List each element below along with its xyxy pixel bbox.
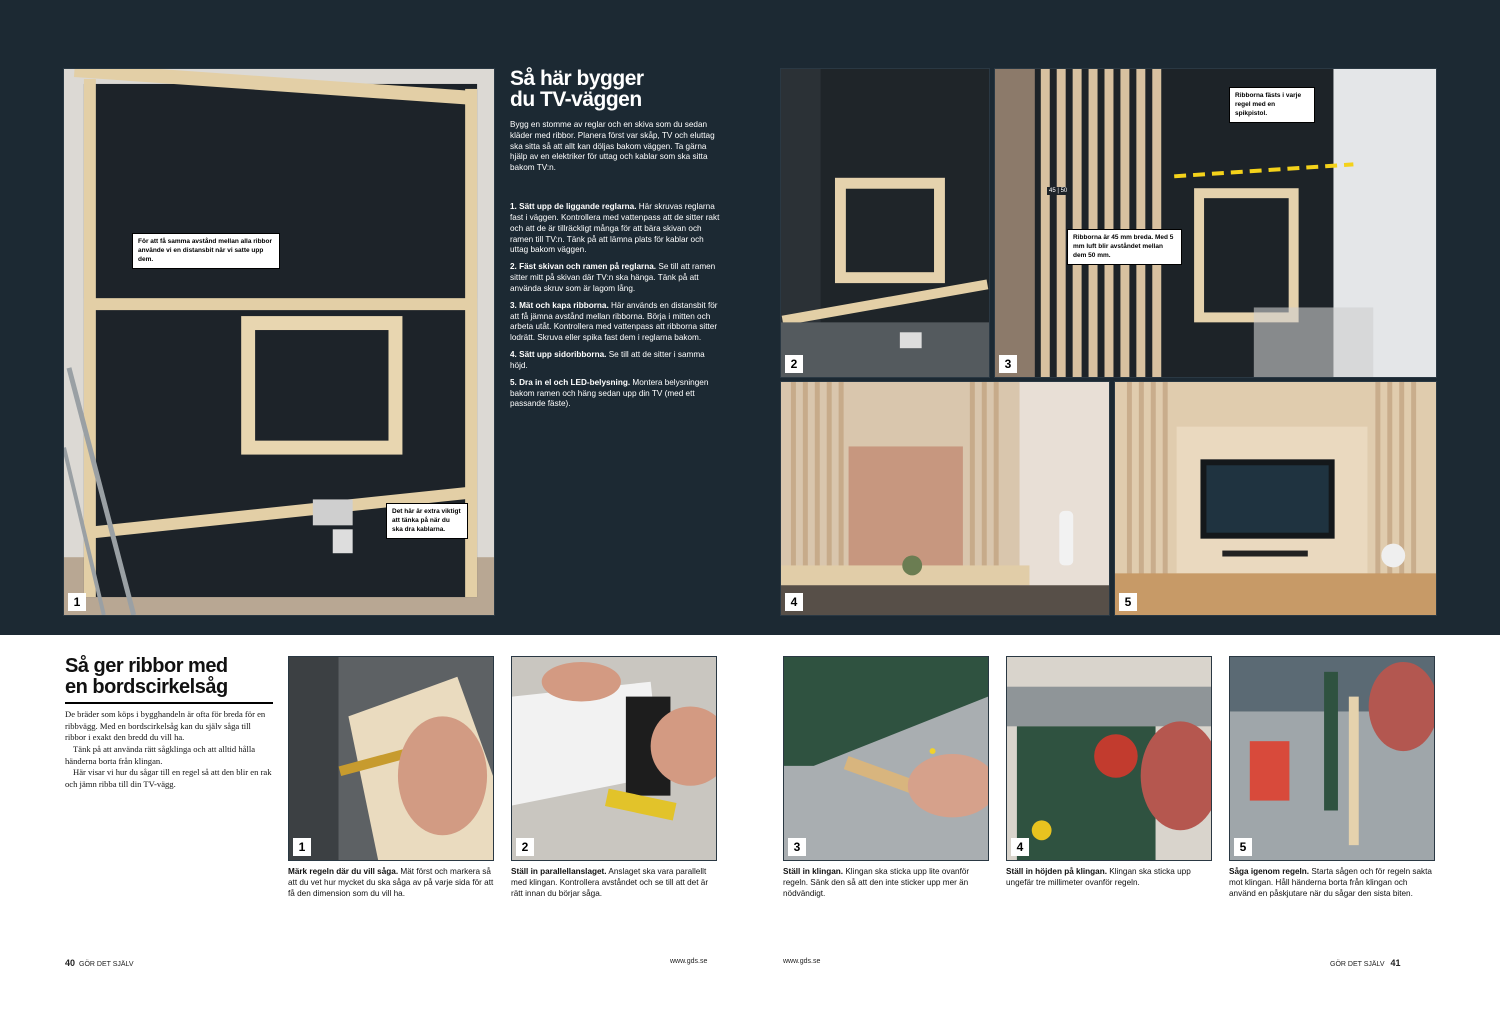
- saw-photo-3-image: [784, 657, 988, 860]
- saw-step-1-caption: Märk regeln där du vill såga. Mät först och markera så att du vet hur mycket du ska såga av på varje sida för att få den dimension som du vill ha.: [288, 867, 494, 899]
- footer-right-url: www.gds.se: [783, 958, 821, 965]
- footer-left-url: www.gds.se: [670, 958, 708, 965]
- photo-step-3: [994, 68, 1437, 378]
- rip-para-1: De bräder som köps i bygghandeln är ofta för breda för en ribbvägg. Med en bordscirkelsåg kan du själv såga till ribbor i exakt den bredd du vill ha.: [65, 709, 266, 743]
- footer-right: GÖR DET SJÄLV 41: [1330, 958, 1401, 968]
- photo-number: 2: [785, 355, 803, 373]
- saw-photo-1: [288, 656, 494, 861]
- howto-step-1: 1. Sätt upp de liggande reglarna. Här skruvas reglarna fast i väggen. Kontrollera med vattenpass att de sitter rakt och att de är tillräckligt många för att bära skivan och ramen till TV:n. Tänk på att lämna plats för kablar och uttag bakom väggen.: [510, 202, 720, 255]
- rip-para-2: Tänk på att använda rätt sågklinga och att alltid hålla händerna borta från klingan.: [65, 744, 256, 766]
- photo-step-5-image: [1115, 382, 1436, 615]
- rip-section: [65, 656, 273, 791]
- saw-photo-4-image: [1007, 657, 1211, 860]
- photo-number: 1: [293, 838, 311, 856]
- howto-step-4: 4. Sätt upp sidoribborna. Se till att de sitter i samma höjd.: [510, 350, 705, 370]
- saw-photo-1-image: [289, 657, 493, 860]
- saw-photo-2-image: [512, 657, 716, 860]
- photo-number: 5: [1119, 593, 1137, 611]
- photo-number: 2: [516, 838, 534, 856]
- photo-number: 4: [785, 593, 803, 611]
- measure-label: 45 | 50: [1049, 188, 1068, 194]
- callout-spacing: För att få samma avstånd mellan alla ribbor använde vi en distansbit när vi satte upp dem.: [132, 233, 280, 269]
- photo-step-2-image: [781, 69, 989, 377]
- callout-cables: Det här är extra viktigt att tänka på när du ska dra kablarna.: [386, 503, 468, 539]
- photo-number: 1: [68, 593, 86, 611]
- rip-title: Så ger ribbor med en bordscirkelsåg: [65, 656, 273, 704]
- photo-step-3-image: [995, 69, 1436, 377]
- howto-step-3: 3. Mät och kapa ribborna. Här används en distansbit för att få jämna avstånd mellan ribborna. Börja i mitten och arbeta utåt. Kontrollera med vattenpass att ribborna sitter lodrätt. Skruva eller spika fast dem i reglarna bakom.: [510, 300, 718, 343]
- saw-photo-4: [1006, 656, 1212, 861]
- howto-title: Så här bygger du TV-väggen: [510, 67, 644, 111]
- photo-step-1: [63, 68, 495, 616]
- photo-number: 3: [999, 355, 1017, 373]
- callout-slat-width: Ribborna är 45 mm breda. Med 5 mm luft blir avståndet mellan dem 50 mm.: [1067, 229, 1182, 265]
- howto-column: [510, 68, 724, 416]
- footer-left: 40 GÖR DET SJÄLV: [65, 958, 134, 968]
- saw-step-4-caption: Ställ in höjden på klingan. Klingan ska sticka upp ungefär tre millimeter ovanför regeln.: [1006, 867, 1191, 888]
- saw-step-2-caption: Ställ in parallellanslaget. Anslaget ska vara parallellt med klingan. Kontrollera avståndet och se till att det är rätt innan du börjar såga.: [511, 867, 709, 899]
- photo-number: 3: [788, 838, 806, 856]
- saw-photo-3: [783, 656, 989, 861]
- saw-step-5-caption: Såga igenom regeln. Starta sågen och för regeln sakta mot klingan. Håll händerna borta från klingan och använd en påskjutare när du sågar den sista biten.: [1229, 867, 1432, 899]
- photo-number: 4: [1011, 838, 1029, 856]
- saw-photo-5-image: [1230, 657, 1434, 860]
- saw-photo-2: [511, 656, 717, 861]
- photo-step-5: [1114, 381, 1437, 616]
- howto-step-5: 5. Dra in el och LED-belysning. Montera belysningen bakom ramen och häng sedan upp din TV (med ett passande fäste).: [510, 377, 709, 409]
- photo-step-4-image: [781, 382, 1109, 615]
- saw-step-3-caption: Ställ in klingan. Klingan ska sticka upp lite ovanför regeln. Sänk den så att den inte sticker upp mer än nödvändigt.: [783, 867, 970, 899]
- howto-step-2: 2. Fäst skivan och ramen på reglarna. Se till att ramen sitter mitt på skivan där TV:n ska hänga. Tänk på att använda skruv som är lagom lång.: [510, 262, 716, 293]
- callout-nailgun: Ribborna fästs i varje regel med en spikpistol.: [1229, 87, 1315, 123]
- howto-intro: Bygg en stomme av reglar och en skiva som du sedan kläder med ribbor. Planera först var skåp, TV och eluttag ska sitta så att allt kan döljas bakom väggen. Ta gärna hjälp av en elektriker för uttag och kablar som ska sitta bakom TV:n.: [510, 120, 715, 173]
- saw-photo-5: [1229, 656, 1435, 861]
- photo-number: 5: [1234, 838, 1252, 856]
- rip-para-3: Här visar vi hur du sågar till en regel så att den blir en rak och jämn ribba till din TV-vägg.: [65, 767, 272, 790]
- photo-step-2: [780, 68, 990, 378]
- photo-step-4: [780, 381, 1110, 616]
